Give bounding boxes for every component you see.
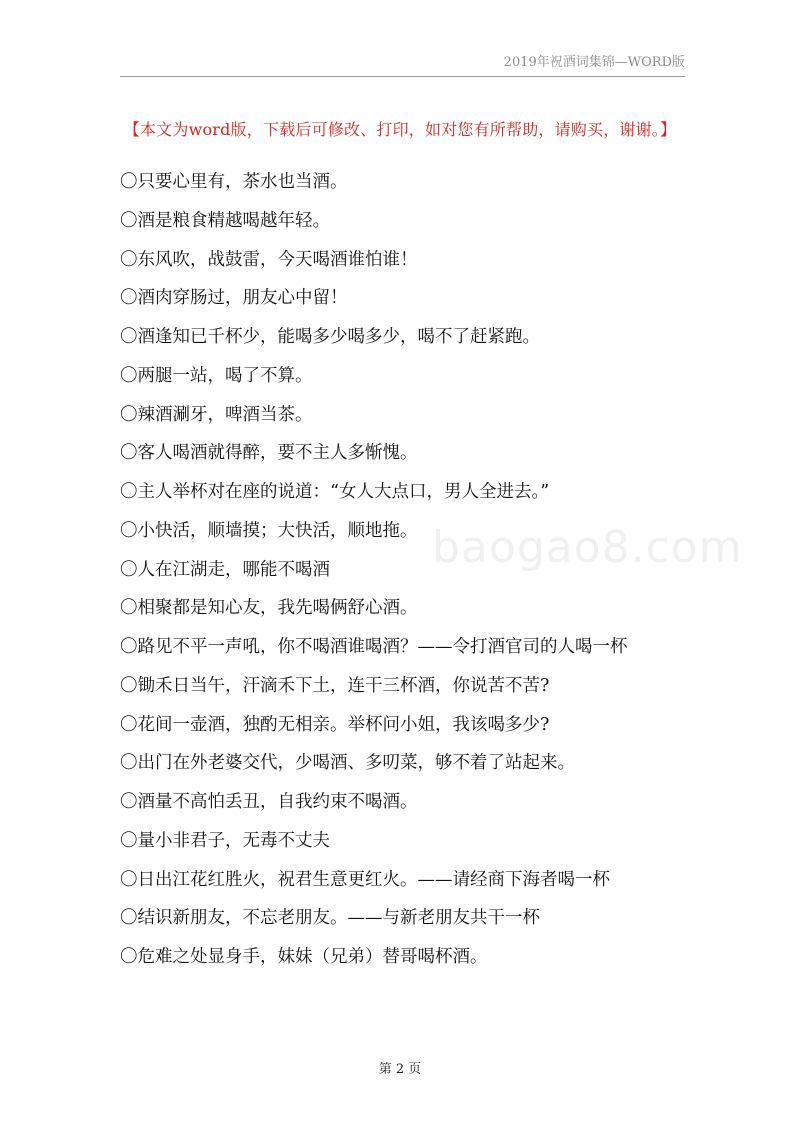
watermark: baogao8.com	[432, 522, 743, 573]
header-title: 2019年祝酒词集锦—WORD版	[503, 55, 685, 70]
page-number: 第 2 页	[378, 1062, 422, 1077]
toast-line: 〇结识新朋友，不忘老朋友。——与新老朋友共干一杯	[120, 908, 540, 929]
toast-line: 〇酒量不高怕丢丑，自我约束不喝酒。	[120, 792, 418, 812]
toast-line: 〇人在江湖走，哪能不喝酒	[120, 559, 330, 580]
toast-line: 〇酒是粮食精越喝越年轻。	[120, 210, 330, 231]
toast-line: 〇花间一壶酒，独酌无相亲。举杯问小姐，我该喝多少?	[120, 714, 550, 735]
toast-line: 〇两腿一站，喝了不算。	[120, 365, 313, 386]
toast-line: 〇小快活，顺墙摸；大快活，顺地拖。	[120, 520, 418, 541]
toast-line: 〇日出江花红胜火，祝君生意更红火。——请经商下海者喝一杯	[120, 869, 610, 890]
toast-line: 〇路见不平一声吼，你不喝酒谁喝酒？——令打酒官司的人喝一杯	[120, 637, 628, 657]
purchase-notice: 【本文为word版，下载后可修改、打印，如对您有所帮助，请购买，谢谢。】	[123, 120, 677, 139]
toast-line: 〇客人喝酒就得醉，要不主人多惭愧。	[120, 443, 418, 464]
toast-line: 〇东风吹，战鼓雷，今天喝酒谁怕谁！	[120, 249, 418, 270]
page-header	[120, 54, 685, 77]
toast-line: 〇酒肉穿肠过，朋友心中留！	[120, 288, 348, 309]
page-footer	[0, 1058, 800, 1077]
toast-line: 〇危难之处显身手，妹妹（兄弟）替哥喝杯酒。	[120, 947, 488, 967]
toast-line: 〇主人举杯对在座的说道：“女人大点口，男人全进去。”	[120, 482, 550, 502]
toast-line: 〇辣酒涮牙，啤酒当茶。	[120, 404, 313, 425]
toast-line: 〇量小非君子，无毒不丈夫	[120, 830, 330, 851]
toast-line: 〇相聚都是知心友，我先喝俩舒心酒。	[120, 598, 418, 619]
toast-line: 〇出门在外老婆交代，少喝酒、多叨菜，够不着了站起来。	[120, 753, 575, 774]
toast-line: 〇只要心里有，茶水也当酒。	[120, 172, 348, 192]
toast-line: 〇酒逢知已千杯少，能喝多少喝多少，喝不了赶紧跑。	[120, 327, 540, 347]
toast-line: 〇锄禾日当午，汗滴禾下土，连干三杯酒，你说苦不苦?	[120, 675, 550, 696]
toast-list	[120, 168, 690, 982]
